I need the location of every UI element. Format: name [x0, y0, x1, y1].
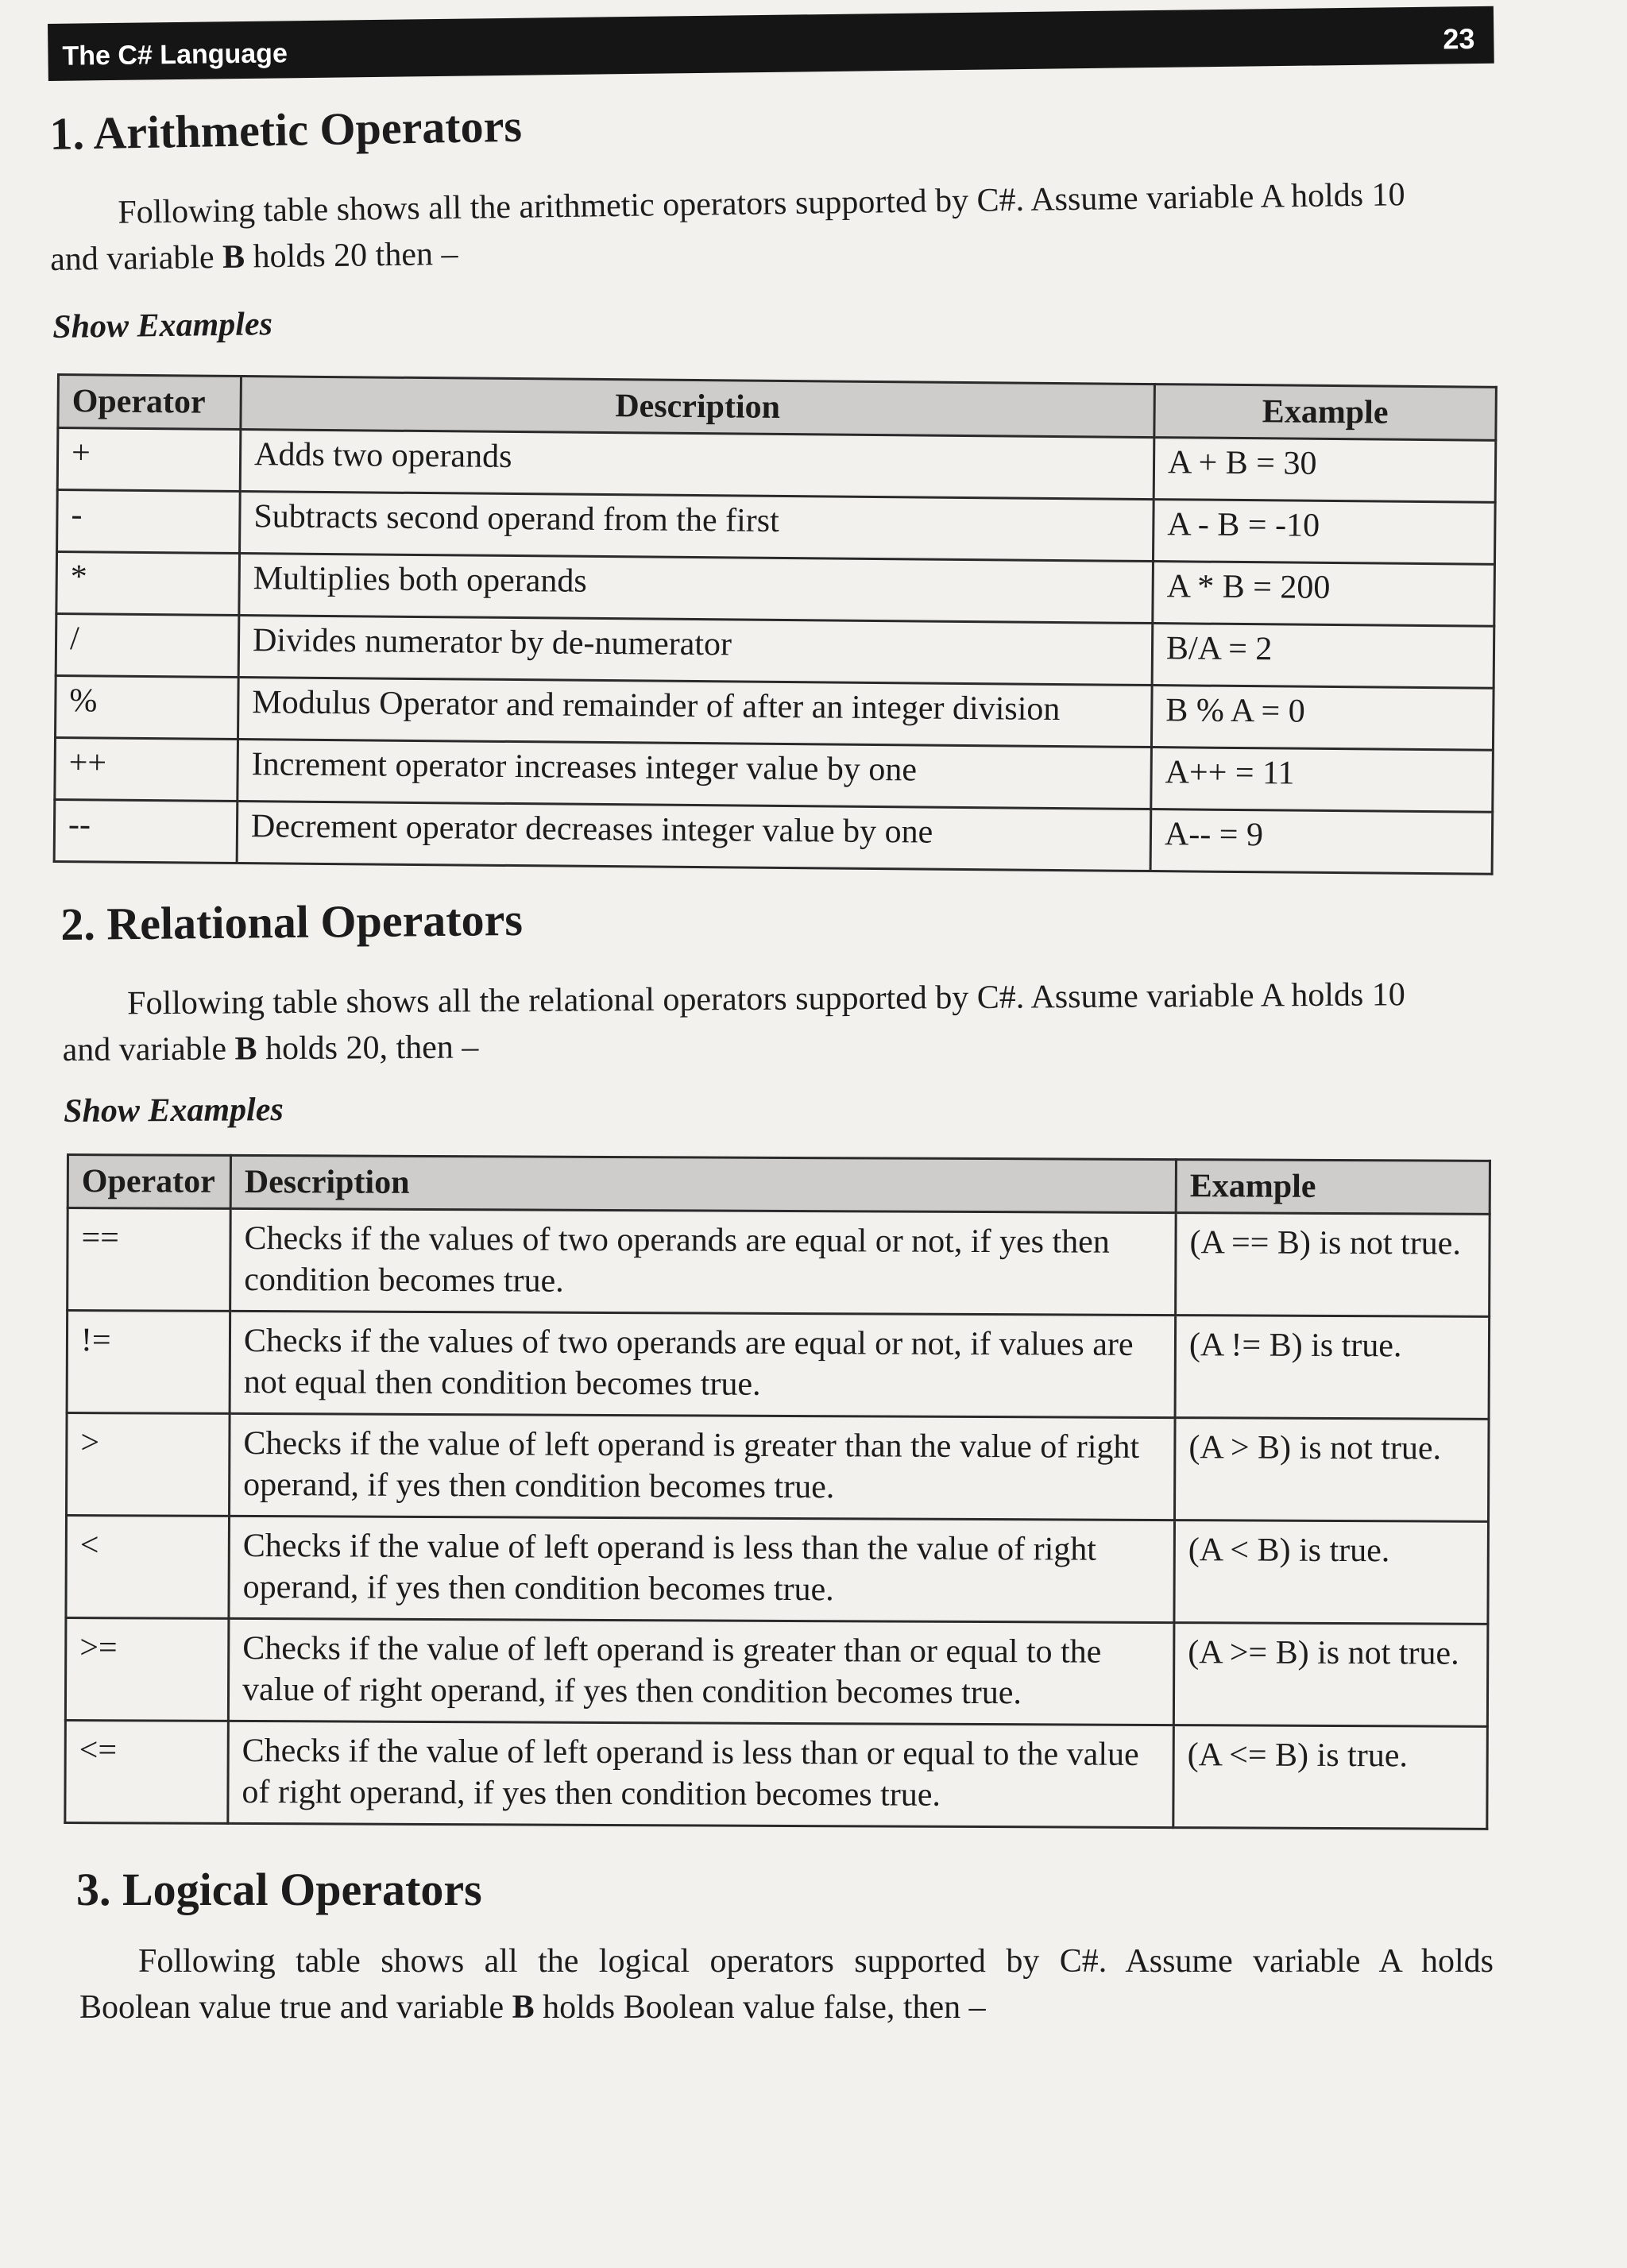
section-title-arithmetic: 1. Arithmetic Operators — [49, 99, 523, 160]
example-cell: (A < B) is true. — [1174, 1520, 1489, 1625]
operator-cell: / — [56, 614, 239, 678]
example-cell: A++ = 11 — [1151, 748, 1494, 813]
operator-cell: * — [56, 552, 240, 616]
description-cell: Adds two operands — [240, 430, 1154, 500]
table-row — [65, 1618, 1488, 1727]
operator-cell: <= — [65, 1720, 229, 1823]
operator-cell: - — [57, 490, 241, 554]
description-cell: Checks if the value of left operand is greater than the value of right operand, if yes then condition becomes true. — [230, 1413, 1176, 1520]
table-row — [68, 1208, 1490, 1317]
table-row — [67, 1413, 1490, 1522]
description-cell: Checks if the values of two operands are equal or not, if values are not equal then condition becomes true. — [230, 1311, 1176, 1417]
operator-cell: < — [66, 1516, 230, 1619]
page-number: 23 — [1443, 22, 1475, 56]
description-cell: Subtracts second operand from the first — [240, 492, 1154, 562]
column-header-example: Example — [1154, 384, 1497, 441]
operator-cell: -- — [54, 799, 238, 863]
column-header-description: Description — [241, 377, 1155, 438]
example-cell: (A <= B) is true. — [1173, 1725, 1488, 1829]
column-header-operator: Operator — [58, 375, 242, 430]
operator-cell: ++ — [55, 737, 238, 801]
intro-logical — [79, 1938, 1494, 2030]
description-cell: Decrement operator decreases integer value by one — [237, 801, 1151, 871]
example-cell: B % A = 0 — [1151, 686, 1494, 751]
description-cell: Divides numerator by de-numerator — [238, 616, 1153, 686]
description-cell: Increment operator increases integer value by one — [238, 740, 1152, 809]
table-header-row — [68, 1155, 1490, 1215]
column-header-description: Description — [230, 1155, 1176, 1212]
example-cell: A-- = 9 — [1150, 809, 1493, 875]
running-header — [48, 6, 1494, 81]
table-row — [54, 799, 1493, 874]
example-cell: A * B = 200 — [1153, 562, 1495, 627]
operator-cell: == — [68, 1208, 231, 1312]
arithmetic-operators-table — [53, 373, 1498, 875]
example-cell: (A == B) is not true. — [1176, 1213, 1490, 1317]
operator-cell: + — [57, 428, 241, 492]
intro-logical-line1: Following table shows all the logical operators supported by C#. Assume variable A holds — [138, 1943, 1494, 1980]
operator-cell: % — [55, 675, 238, 739]
show-examples-link-arithmetic[interactable]: Show Examples — [52, 306, 273, 346]
intro-arithmetic-line1: Following table shows all the arithmetic operators supported by C#. Assume variable A holds 10 — [118, 176, 1405, 231]
column-header-example: Example — [1176, 1160, 1490, 1215]
intro-arithmetic-line2: and variable B holds 20 then – — [49, 235, 458, 278]
operator-cell: > — [67, 1413, 230, 1517]
example-cell: (A != B) is true. — [1175, 1316, 1490, 1420]
intro-relational — [62, 971, 1509, 1073]
example-cell: B/A = 2 — [1152, 624, 1494, 689]
column-header-operator: Operator — [68, 1155, 230, 1209]
table-row — [67, 1311, 1490, 1420]
description-cell: Checks if the value of left operand is less than the value of right operand, if yes then condition becomes true. — [229, 1516, 1175, 1622]
intro-relational-line1: Following table shows all the relational operators supported by C#. Assume variable A holds 10 — [127, 976, 1405, 1022]
relational-operators-table — [64, 1153, 1491, 1830]
description-cell: Modulus Operator and remainder of after an integer division — [238, 678, 1152, 748]
table-row — [65, 1720, 1488, 1829]
show-examples-link-relational[interactable]: Show Examples — [64, 1091, 284, 1130]
example-cell: (A >= B) is not true. — [1173, 1623, 1488, 1727]
description-cell: Checks if the value of left operand is less than or equal to the value of right operand, if yes then condition becomes true. — [228, 1721, 1174, 1827]
intro-arithmetic — [49, 171, 1496, 283]
operator-cell: != — [67, 1311, 230, 1414]
description-cell: Multiplies both operands — [239, 554, 1154, 624]
section-title-logical: 3. Logical Operators — [76, 1864, 482, 1915]
intro-logical-line2: Boolean value true and variable B holds Boolean value false, then – — [79, 1989, 986, 2026]
description-cell: Checks if the values of two operands are equal or not, if yes then condition becomes true. — [230, 1208, 1177, 1315]
description-cell: Checks if the value of left operand is greater than or equal to the value of right operand, if yes then condition becomes true. — [228, 1618, 1174, 1725]
example-cell: A - B = -10 — [1153, 500, 1495, 565]
example-cell: A + B = 30 — [1154, 438, 1496, 503]
intro-relational-line2: and variable B holds 20, then – — [62, 1029, 479, 1068]
example-cell: (A > B) is not true. — [1174, 1418, 1489, 1522]
operator-cell: >= — [65, 1618, 229, 1721]
section-title-relational: 2. Relational Operators — [60, 893, 524, 950]
book-title: The C# Language — [62, 38, 288, 71]
table-row — [66, 1516, 1489, 1625]
